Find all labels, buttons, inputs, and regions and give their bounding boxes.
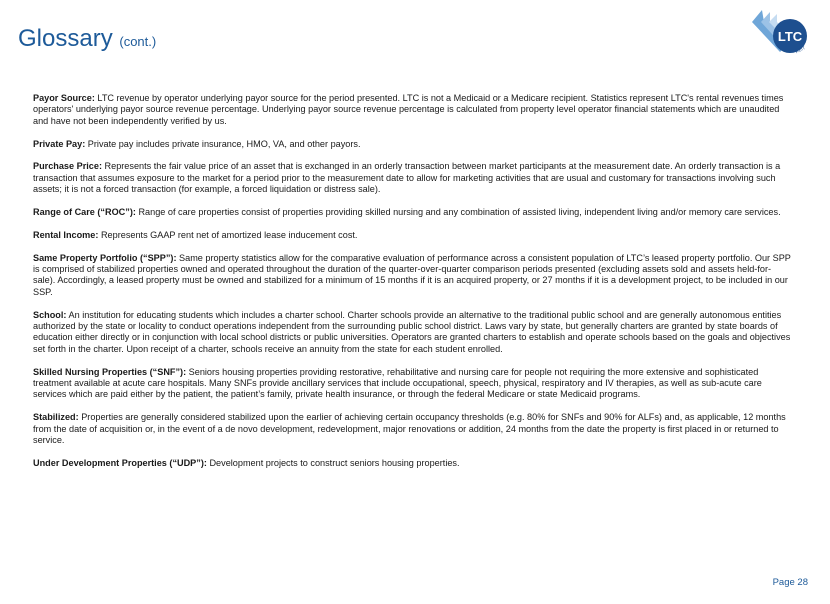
glossary-entry-under-development xyxy=(33,458,791,469)
glossary-entry-private-pay xyxy=(33,139,791,150)
ltc-logo-icon xyxy=(750,6,812,68)
glossary-definition: Range of care properties consist of properties providing skilled nursing and any combination of assisted living, independent living and/or memory care services. xyxy=(138,207,781,218)
glossary-entry-school xyxy=(33,310,791,356)
glossary-definition: Represents the fair value price of an asset that is exchanged in an orderly transaction between market participants at the measurement date. An orderly transaction is a transaction that assumes exposure to the market for a period prior to the measurement date to allow for marketing activities that are usual and customary for transactions involving such assets; it is not a forced transaction (for example, a forced liquidation or distress sale). xyxy=(33,161,781,195)
glossary-term: School: xyxy=(33,309,67,320)
glossary-entry-rental-income xyxy=(33,230,791,241)
glossary-definition: Same property statistics allow for the comparative evaluation of performance across a consistent population of LTC’s leased property portfolio. Our SPP is comprised of stabilized properties owned and operated throughout the duration of the quarter-over-quarter comparison periods presented (excluding assets sold and assets held-for-sale). Accordingly, a leased property must be owned and stabilized for a minimum of 15 months if it is an acquired property, or 27 months if it is a development project, to be included in our SSP. xyxy=(33,252,791,297)
page-number: Page 28 xyxy=(772,577,808,588)
glossary-entry-purchase-price xyxy=(33,161,791,195)
glossary-term: Same Property Portfolio (“SPP”): xyxy=(33,252,177,263)
company-logo xyxy=(750,6,812,68)
glossary-term: Rental Income: xyxy=(33,229,99,240)
glossary-term: Purchase Price: xyxy=(33,161,102,172)
glossary-term: Payor Source: xyxy=(33,93,95,103)
glossary-entry-payor-source xyxy=(33,93,791,127)
glossary-entry-skilled-nursing xyxy=(33,367,791,401)
glossary-list xyxy=(33,93,791,481)
glossary-definition: An institution for educating students which includes a charter school. Charter schools provide an alternative to the traditional public school and are generally autonomous entities authorized by the state or locality to conduct operations independent from the surrounding public school district. Laws vary by state, but generally charters are granted by state boards of education either directly or in conjunction with local school districts or public universities. Operators are granted charters to establish and operate schools based on the goals and objectives set forth in the charter. Upon receipt of a charter, schools receive an annuity from the state for each student enrolled. xyxy=(33,309,791,354)
glossary-definition: Private pay includes private insurance, HMO, VA, and other payors. xyxy=(87,138,361,149)
glossary-term: Range of Care (“ROC”): xyxy=(33,207,136,218)
glossary-term: Under Development Properties (“UDP”): xyxy=(33,457,207,468)
logo-wordmark: LTC xyxy=(777,29,803,44)
glossary-entry-same-property-portfolio xyxy=(33,253,791,299)
glossary-term: Stabilized: xyxy=(33,412,79,423)
glossary-entry-range-of-care xyxy=(33,207,791,218)
glossary-term: Skilled Nursing Properties (“SNF”): xyxy=(33,366,187,377)
glossary-term: Private Pay: xyxy=(33,138,86,149)
glossary-definition: Development projects to construct seniors housing properties. xyxy=(209,457,460,468)
title-subtitle: (cont.) xyxy=(119,34,157,49)
glossary-definition: Represents GAAP rent net of amortized lease inducement cost. xyxy=(100,229,358,240)
logo-subtext: REIT xyxy=(794,45,807,55)
glossary-definition: Properties are generally considered stabilized upon the earlier of achieving certain occupancy thresholds (e.g. 80% for SNFs and 90% for ALFs) and, as applicable, 12 months from the date of acquisition or, in the event of a de novo development, redevelopment, major renovations or addition, 24 months from the date the property is first placed in or returned to service. xyxy=(33,412,786,446)
page-title xyxy=(18,25,156,56)
title-text: Glossary xyxy=(18,25,113,52)
glossary-definition: LTC revenue by operator underlying payor source for the period presented. LTC is not a Medicaid or a Medicare recipient. Statistics represent LTC's rental revenues times operators' underlying payor source revenue percentage. Underlying payor source revenue percentage is calculated from property level operator financial statements which are unaudited and have not been independently verified by us. xyxy=(33,93,784,126)
glossary-definition: Seniors housing properties providing restorative, rehabilitative and nursing care for people not requiring the more extensive and sophisticated treatment available at acute care hospitals. Many SNFs provide ancillary services that include occupational, speech, physical, respiratory and IV therapies, as well as sub-acute care services which are paid either by the patient, the patient’s family, private health insurance, or through the federal Medicare or state Medicaid programs. xyxy=(33,366,762,400)
glossary-entry-stabilized xyxy=(33,412,791,446)
